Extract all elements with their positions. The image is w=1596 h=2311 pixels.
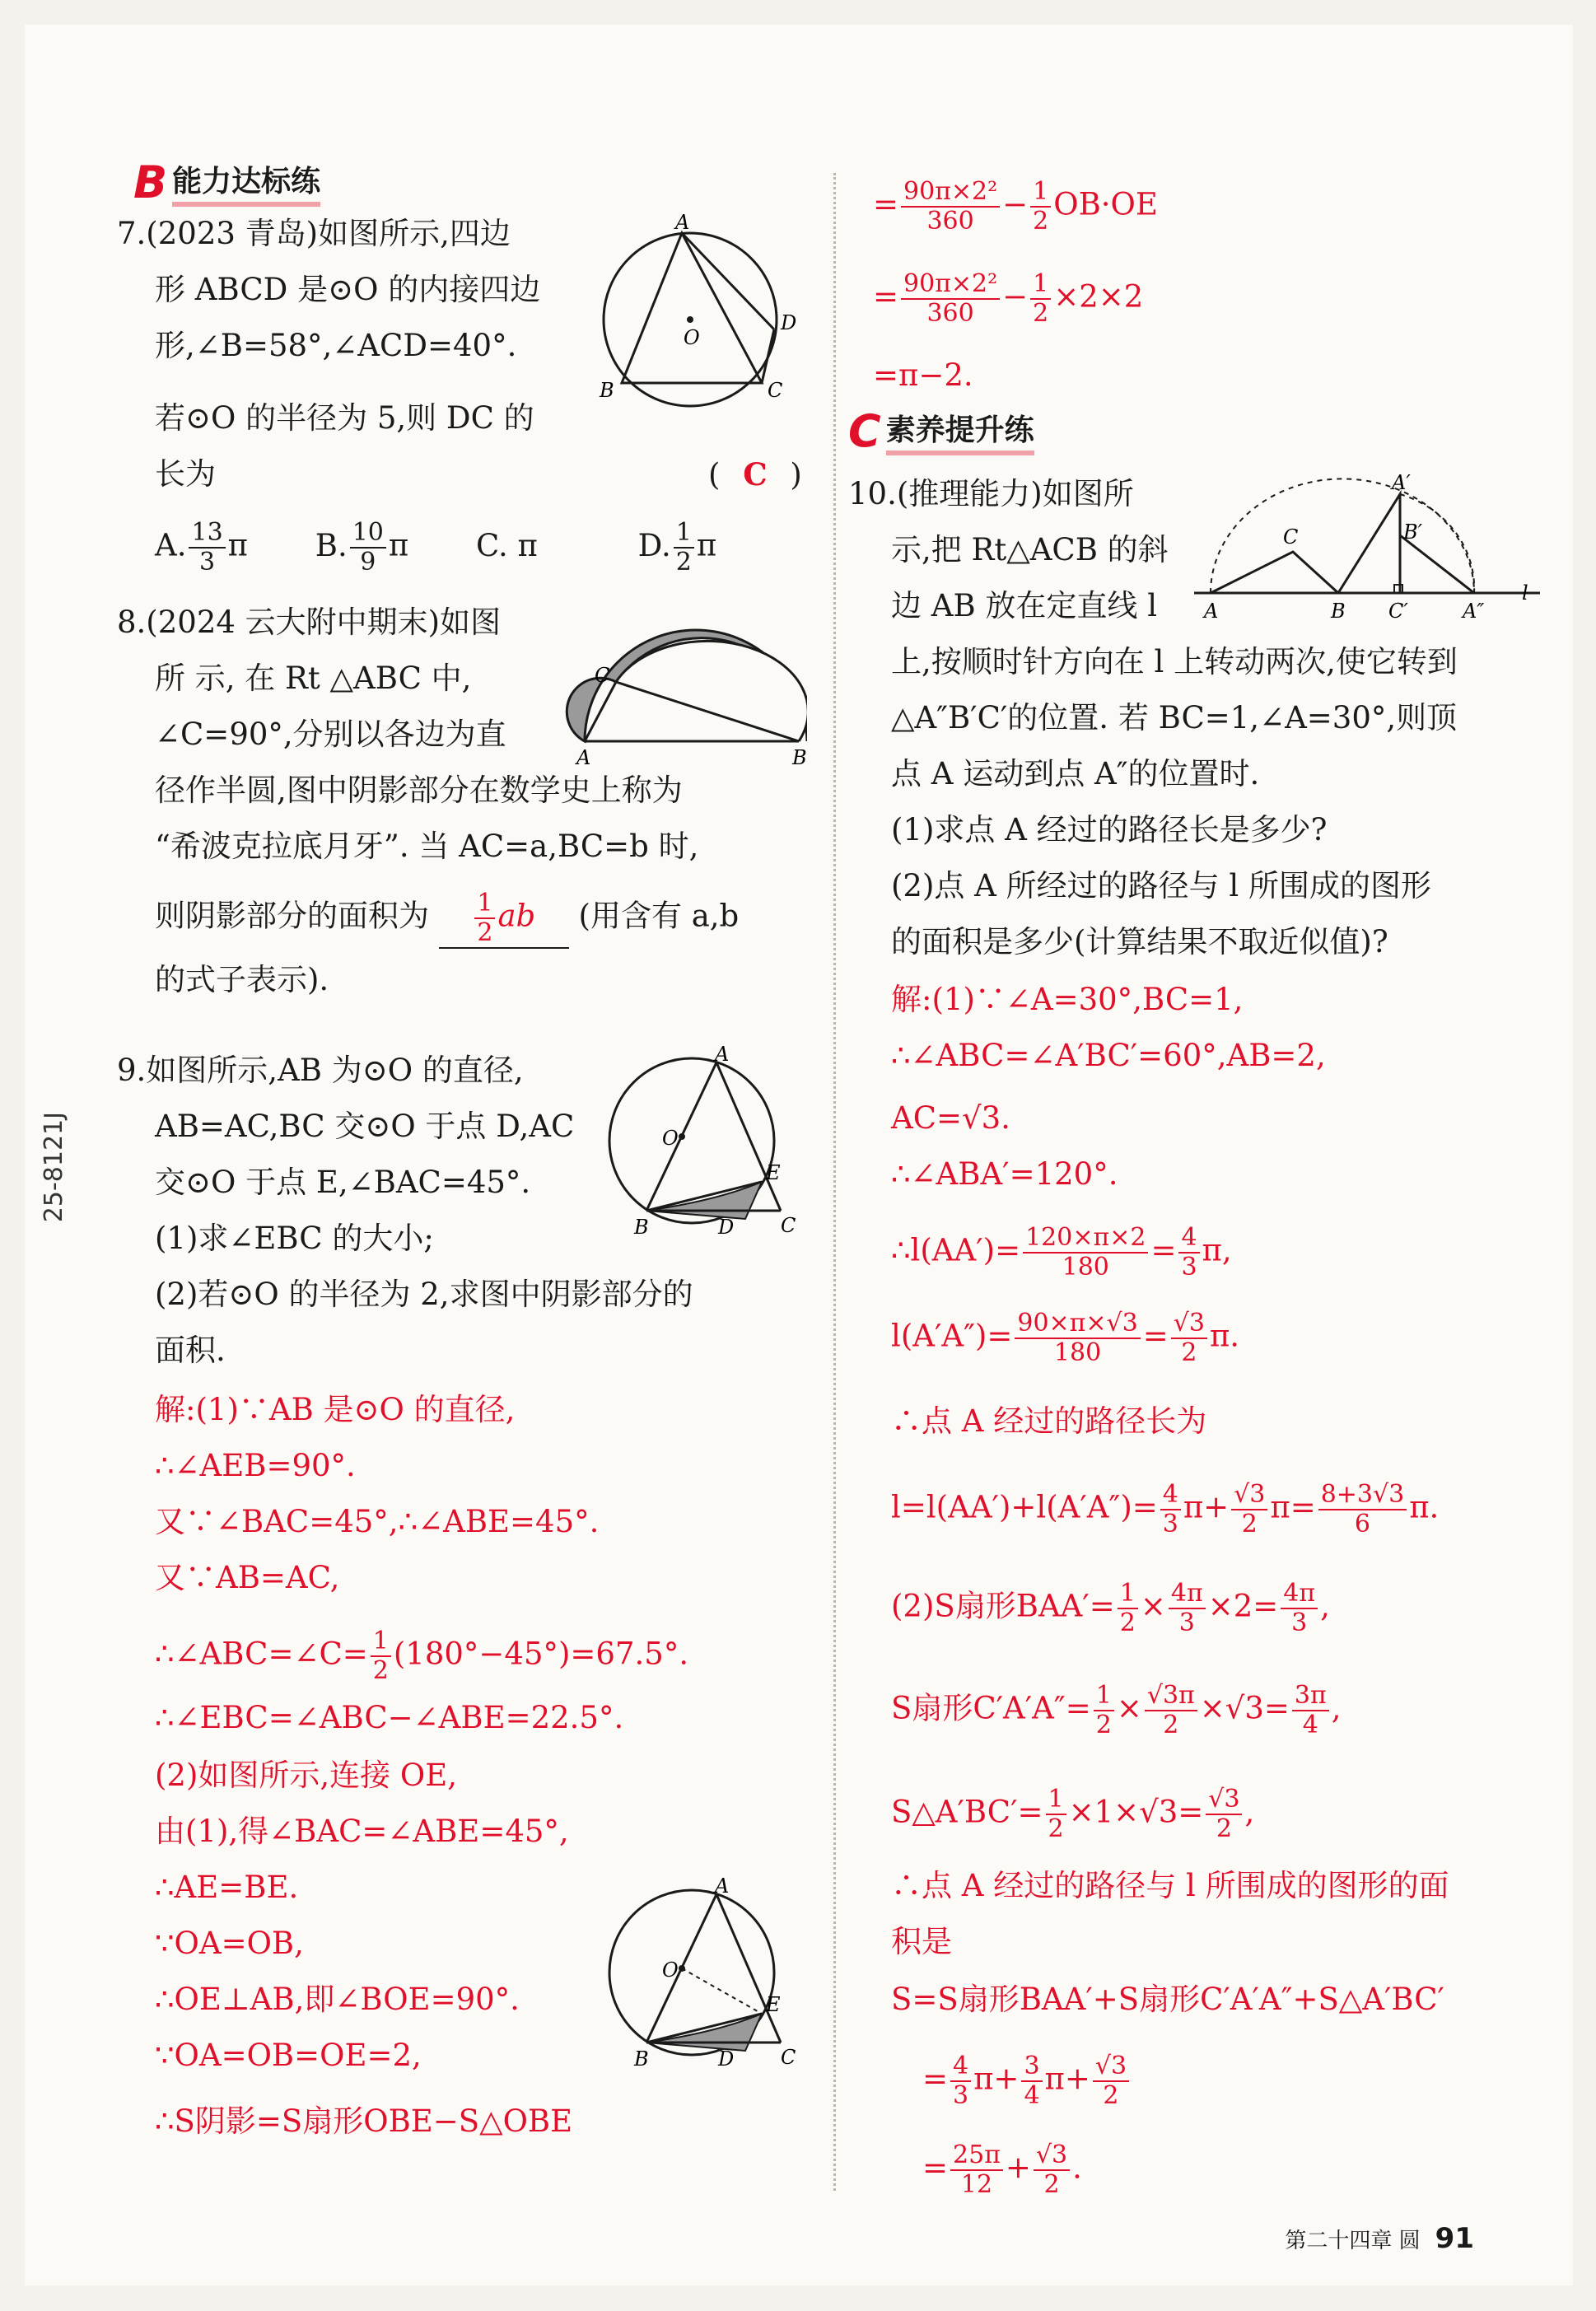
q10-sol-6a: l(A′A″)=: [891, 1318, 1013, 1354]
q7-opt-b: B.: [315, 527, 348, 563]
q9-sol-15-frac1: [901, 270, 1000, 328]
q9-label-d-2: D: [718, 2047, 735, 2071]
frac-den: 4: [1024, 2081, 1040, 2110]
q8-line4: 径作半圆,图中阴影部分在数学史上称为: [155, 773, 683, 808]
section-b-header: [133, 156, 320, 208]
q10-sol-11-frac2: [1206, 1786, 1242, 1843]
q10-sol-16: [922, 2141, 1082, 2199]
q10-sol-11: [891, 1786, 1254, 1843]
frac-den: 2: [1033, 207, 1049, 236]
frac-den: 2: [1216, 1814, 1232, 1843]
q9-sol-15: [873, 270, 1143, 328]
frac-num: √3: [1034, 2141, 1070, 2171]
q10-sol-10-frac2: [1145, 1682, 1197, 1739]
textbook-page: [25, 25, 1573, 2285]
frac-den: 2: [1103, 2081, 1119, 2110]
q10-sol-10b: ×: [1116, 1690, 1142, 1726]
q9-label-c-2: C: [781, 2046, 796, 2069]
q9-figure-2: [585, 1878, 815, 2075]
q10-sol-6-frac1: [1015, 1310, 1140, 1367]
q9-sol-14-frac1: [901, 178, 1000, 236]
q10-sol-15-frac2: [1021, 2052, 1042, 2110]
q10-sol-5-frac2: [1178, 1224, 1199, 1282]
frac-num: √3: [1231, 1481, 1267, 1510]
frac-num: 25π: [950, 2141, 1003, 2171]
q8-line3: ∠C=90°,分别以各边为直: [155, 717, 506, 752]
q10-line3: 边 AB 放在定直线 l: [891, 588, 1158, 623]
q10-sol-16a: =: [922, 2150, 949, 2186]
footer-chapter: 第二十四章 圆: [1285, 2229, 1421, 2253]
q7-line4: 若⊙O 的半径为 5,则 DC 的: [155, 400, 534, 436]
frac-num: 10: [350, 519, 386, 549]
q7-line5: 长为: [155, 456, 216, 492]
q9-sol-5: [155, 1627, 688, 1685]
frac-den: 360: [926, 207, 974, 236]
q9-sol-13: ∴S阴影=S扇形OBE−S△OBE: [155, 2103, 573, 2139]
q10-sol-8-frac3: [1318, 1481, 1407, 1538]
q10-sol-9-frac1: [1118, 1580, 1138, 1637]
q10-line2: 示,把 Rt△ACB 的斜: [891, 532, 1169, 567]
q8-answer-tail: ab: [497, 898, 536, 934]
q7-triangle: [622, 233, 762, 383]
frac-num: 90π×2²: [901, 178, 1000, 208]
q7-edge-cd: [762, 329, 774, 383]
q7-line2: 形 ABCD 是⊙O 的内接四边: [155, 272, 541, 307]
q10-sol-8c: π=: [1270, 1489, 1316, 1525]
column-divider: [833, 173, 836, 2191]
q9-label-a: A: [715, 1046, 730, 1066]
q9-label-b: B: [634, 1216, 649, 1239]
q9-label-e: E: [766, 1161, 781, 1184]
q10-sol-5-frac1: [1023, 1224, 1148, 1282]
q9-sol-14-frac2: [1030, 178, 1051, 236]
q9-sol-3: 又∵∠BAC=45°,∴∠ABE=45°.: [155, 1504, 600, 1539]
q10-sol-8: [891, 1481, 1439, 1538]
q10-sol-9b: ×: [1140, 1588, 1166, 1624]
frac-den: 3: [1178, 1608, 1195, 1637]
q7-opt-c: C. π: [476, 527, 538, 563]
q10-sol-15b: π+: [973, 2061, 1020, 2097]
q8-line1: 8.(2024 云大附中期末)如图: [117, 605, 502, 640]
frac-num: 1: [474, 889, 495, 919]
q10-line4: 上,按顺时针方向在 l 上转动两次,使它转到: [891, 644, 1458, 679]
q10-triangle-acb: [1211, 552, 1338, 593]
q10-sol-10a: S扇形C′A′A″=: [891, 1690, 1091, 1726]
q10-figure: [1194, 461, 1548, 626]
frac-num: √3: [1171, 1310, 1207, 1339]
frac-num: 4: [1178, 1224, 1199, 1254]
q10-sol-9-frac2: [1169, 1580, 1206, 1637]
q7-label-b: B: [600, 379, 614, 402]
frac-den: 2: [675, 548, 692, 577]
q9-line4: (1)求∠EBC 的大小;: [155, 1221, 434, 1256]
q7-options: [155, 519, 716, 577]
q9-label-o-2: O: [662, 1959, 679, 1982]
q10-sol-12: ∴点 A 经过的路径与 l 所围成的图形的面: [891, 1868, 1449, 1903]
q10-sol-16b: +: [1005, 2150, 1031, 2186]
q7-label-d: D: [781, 311, 797, 334]
frac-den: 2: [1095, 1711, 1112, 1739]
q10-sol-16c: .: [1072, 2150, 1082, 2186]
q8-line6-tail: (用含有 a,b: [578, 898, 740, 934]
q7-line3: 形,∠B=58°,∠ACD=40°.: [155, 328, 517, 363]
q10-sol-13: 积是: [891, 1924, 952, 1959]
q7-opt-d-frac: [674, 519, 694, 577]
q7-edge-ad: [682, 233, 774, 329]
q10-sol-5: [891, 1224, 1232, 1282]
q10-sol-6: [891, 1310, 1239, 1367]
frac-den: 3: [199, 548, 216, 577]
q10-label-a: A: [1204, 600, 1219, 623]
q10-label-a1: A′: [1392, 471, 1411, 494]
q7-opt-b-frac: [350, 519, 386, 577]
q10-sol-3: AC=√3.: [891, 1100, 1010, 1136]
q10-label-l: l: [1522, 581, 1528, 605]
frac-num: 90×π×√3: [1015, 1310, 1140, 1339]
q10-label-a2: A″: [1463, 600, 1485, 623]
q9-line5: (2)若⊙O 的半径为 2,求图中阴影部分的: [155, 1277, 693, 1312]
frac-num: 3: [1021, 2052, 1042, 2082]
frac-den: 3: [1181, 1253, 1197, 1282]
q7-opt-a: A.: [155, 527, 187, 563]
frac-num: 8+3√3: [1318, 1481, 1407, 1510]
q7-center-dot: [687, 316, 693, 323]
q8-answer-frac: [474, 889, 495, 947]
q9-sol-2: ∴∠AEB=90°.: [155, 1448, 356, 1483]
q10-sol-10-frac1: [1094, 1682, 1114, 1739]
q10-sol-16-frac1: [950, 2141, 1003, 2199]
q9-sol-16: =π−2.: [873, 357, 973, 393]
q8-answer-blank: [439, 889, 569, 949]
q10-sol-15-frac1: [950, 2052, 971, 2110]
frac-den: 2: [477, 918, 493, 947]
q10-sol-14: S=S扇形BAA′+S扇形C′A′A″+S△A′BC′: [891, 1982, 1444, 2017]
q8-line2: 所 示, 在 Rt △ABC 中,: [155, 661, 472, 696]
q10-sol-10d: ,: [1331, 1690, 1342, 1726]
q10-sol-8-frac2: [1231, 1481, 1267, 1538]
q10-label-b1: B′: [1403, 521, 1423, 544]
page-number: 91: [1435, 2222, 1474, 2255]
section-b-title: 能力达标练: [172, 158, 320, 207]
frac-num: 1: [1030, 270, 1051, 300]
q7-figure: [585, 214, 807, 420]
q10-sol-11a: S△A′BC′=: [891, 1794, 1043, 1830]
section-c-title: 素养提升练: [886, 407, 1034, 455]
q9-sol-15b: −: [1002, 278, 1029, 315]
q7-answer-bracket: [708, 456, 802, 493]
frac-den: 12: [960, 2170, 993, 2199]
q10-sol-9-frac3: [1281, 1580, 1318, 1637]
frac-num: 1: [1046, 1786, 1066, 1815]
q9-center-dot: [679, 1133, 685, 1140]
frac-num: 4π: [1281, 1580, 1318, 1609]
frac-den: 3: [1162, 1510, 1178, 1538]
q9-sol-5a: ∴∠ABC=∠C=: [155, 1636, 368, 1672]
q9-sol-5-frac: [371, 1627, 391, 1685]
q9-sol-15a: =: [873, 278, 899, 315]
q10-sol-9: [891, 1580, 1330, 1637]
q10-line1: 10.(推理能力)如图所: [848, 476, 1134, 511]
section-c-letter: C: [848, 405, 881, 457]
q9-line2: AB=AC,BC 交⊙O 于点 D,AC: [155, 1109, 575, 1144]
q9-sol-14: [873, 178, 1158, 236]
frac-num: 90π×2²: [901, 270, 1000, 300]
q10-sol-10-frac3: [1292, 1682, 1329, 1739]
q9-sol-14b: −: [1002, 186, 1029, 222]
frac-num: 1: [674, 519, 694, 549]
q10-line7: (1)求点 A 经过的路径长是多少?: [891, 812, 1328, 847]
q10-sol-7: ∴点 A 经过的路径长为: [891, 1403, 1207, 1439]
q8-line6: [155, 889, 739, 949]
q7-opt-a-tail: π: [227, 527, 248, 563]
frac-den: 2: [1181, 1338, 1197, 1367]
q10-sol-15-frac3: [1093, 2052, 1129, 2110]
q9-sol-10: ∵OA=OB,: [155, 1926, 304, 1961]
frac-num: 120×π×2: [1023, 1224, 1148, 1254]
q7-answer: C: [743, 456, 768, 493]
q7-answer-close: ): [790, 457, 802, 493]
page-footer: [1285, 2222, 1474, 2255]
q10-line9: 的面积是多少(计算结果不取近似值)?: [891, 924, 1388, 959]
q9-label-c: C: [781, 1214, 796, 1237]
q10-label-b: B: [1331, 600, 1346, 623]
section-c-header: [848, 405, 1034, 457]
frac-den: 2: [1033, 299, 1049, 328]
frac-den: 180: [1062, 1253, 1109, 1282]
q10-sol-8d: π.: [1409, 1489, 1440, 1525]
q9-sol-9: ∴AE=BE.: [155, 1870, 299, 1905]
q10-sol-16-frac2: [1034, 2141, 1070, 2199]
frac-num: 3π: [1292, 1682, 1329, 1711]
q10-sol-11b: ×1×√3=: [1068, 1794, 1204, 1830]
q10-sol-11c: ,: [1244, 1794, 1255, 1830]
q10-sol-10: [891, 1682, 1341, 1739]
q9-sol-6: ∴∠EBC=∠ABC−∠ABE=22.5°.: [155, 1700, 624, 1735]
q9-sol-5b: (180°−45°)=67.5°.: [393, 1636, 689, 1672]
q8-line6-text: 则阴影部分的面积为: [155, 898, 429, 934]
q10-sol-5a: ∴l(AA′)=: [891, 1232, 1021, 1268]
q10-sol-1: 解:(1)∵∠A=30°,BC=1,: [891, 982, 1244, 1017]
q10-sol-4: ∴∠ABA′=120°.: [891, 1156, 1118, 1192]
q10-triangle-a1bc1: [1338, 494, 1400, 593]
q10-sol-15c: π+: [1044, 2061, 1090, 2097]
q7-answer-open: (: [708, 457, 721, 493]
frac-den: 2: [1119, 1608, 1136, 1637]
frac-num: 4: [1160, 1481, 1181, 1510]
q7-opt-d: D.: [637, 527, 671, 563]
q9-line3: 交⊙O 于点 E,∠BAC=45°.: [155, 1165, 531, 1200]
q9-line1: 9.如图所示,AB 为⊙O 的直径,: [117, 1053, 524, 1088]
q9-sol-15-frac2: [1030, 270, 1051, 328]
q10-sol-9c: ×2=: [1207, 1588, 1279, 1624]
q9-label-e-2: E: [766, 1993, 781, 2016]
q7-label-o: O: [684, 326, 700, 349]
q9-sol-15c: ×2×2: [1053, 278, 1144, 315]
q8-figure: [552, 601, 807, 766]
q10-sol-6c: π.: [1209, 1318, 1240, 1354]
q9-sol-14a: =: [873, 186, 899, 222]
q7-opt-a-frac: [189, 519, 225, 577]
q8-label-a: A: [576, 746, 591, 766]
frac-num: 1: [1030, 178, 1051, 208]
frac-den: 6: [1354, 1510, 1370, 1538]
q10-sol-15: [922, 2052, 1132, 2110]
q10-sol-9a: (2)S扇形BAA′=: [891, 1588, 1115, 1624]
q10-sol-9d: ,: [1320, 1588, 1330, 1624]
frac-den: 3: [1291, 1608, 1308, 1637]
q7-line1: 7.(2023 青岛)如图所示,四边: [117, 216, 511, 251]
frac-den: 4: [1302, 1711, 1318, 1739]
frac-num: √3: [1093, 2052, 1129, 2082]
q10-sol-6b: =: [1142, 1318, 1169, 1354]
q8-line5: “希波克拉底月牙”. 当 AC=a,BC=b 时,: [155, 829, 699, 864]
q9-sol-12: ∵OA=OB=OE=2,: [155, 2038, 422, 2073]
q10-sol-6-frac2: [1171, 1310, 1207, 1367]
q10-sol-15a: =: [922, 2061, 949, 2097]
q9-sol-8: 由(1),得∠BAC=∠ABE=45°,: [155, 1814, 569, 1849]
q10-sol-8-frac1: [1160, 1481, 1181, 1538]
q8-label-b: B: [792, 746, 807, 766]
q10-sol-11-frac1: [1046, 1786, 1066, 1843]
q10-line5: △A″B′C′的位置. 若 BC=1,∠A=30°,则顶: [891, 700, 1458, 735]
frac-den: 180: [1053, 1338, 1102, 1367]
q7-label-c: C: [768, 379, 783, 402]
q9-label-d: D: [718, 1216, 735, 1239]
frac-num: √3: [1206, 1786, 1242, 1815]
frac-num: 4π: [1169, 1580, 1206, 1609]
frac-num: 4: [950, 2052, 971, 2082]
section-b-letter: B: [133, 156, 168, 208]
q9-sol-7: (2)如图所示,连接 OE,: [155, 1758, 458, 1793]
frac-num: √3π: [1145, 1682, 1197, 1711]
q7-opt-d-tail: π: [696, 527, 717, 563]
q7-label-a: A: [675, 214, 690, 234]
frac-den: 3: [953, 2081, 969, 2110]
frac-den: 2: [372, 1656, 389, 1685]
q7-opt-b-tail: π: [388, 527, 409, 563]
q10-sol-8b: π+: [1183, 1489, 1230, 1525]
q10-sol-2: ∴∠ABC=∠A′BC′=60°,AB=2,: [891, 1038, 1326, 1073]
q10-sol-10c: ×√3=: [1199, 1690, 1290, 1726]
frac-den: 2: [1048, 1814, 1064, 1843]
q10-line6: 点 A 运动到点 A″的位置时.: [891, 756, 1260, 791]
frac-den: 2: [1163, 1711, 1179, 1739]
q9-oe-dashed: [682, 1968, 762, 2014]
frac-den: 2: [1043, 2170, 1060, 2199]
q10-line8: (2)点 A 所经过的路径与 l 所围成的图形: [891, 868, 1432, 903]
q9-center-dot-2: [679, 1965, 685, 1972]
frac-num: 13: [189, 519, 225, 549]
q9-label-a-2: A: [715, 1878, 730, 1898]
q9-sol-4: 又∵AB=AC,: [155, 1560, 340, 1595]
q9-label-b-2: B: [634, 2047, 649, 2071]
frac-num: 1: [1094, 1682, 1114, 1711]
q10-sol-8a: l=l(AA′)+l(A′A″)=: [891, 1489, 1158, 1525]
q10-sol-5c: π,: [1202, 1232, 1232, 1268]
q10-label-c1: C′: [1388, 600, 1408, 623]
q9-figure: [585, 1046, 815, 1244]
q8-label-c: C: [595, 664, 610, 687]
q8-line7: 的式子表示).: [155, 962, 329, 997]
frac-den: 9: [360, 548, 376, 577]
frac-num: 1: [371, 1627, 391, 1657]
q10-arc-1: [1211, 479, 1474, 593]
q9-sol-11: ∴OE⊥AB,即∠BOE=90°.: [155, 1982, 520, 2017]
frac-num: 1: [1118, 1580, 1138, 1609]
side-code: 25-8121J: [40, 1112, 68, 1223]
q9-line6: 面积.: [155, 1333, 226, 1368]
q9-sol-14c: OB·OE: [1053, 186, 1158, 222]
frac-den: 360: [926, 299, 974, 328]
frac-den: 2: [1241, 1510, 1258, 1538]
q10-label-c: C: [1283, 525, 1299, 549]
q9-label-o: O: [662, 1127, 679, 1150]
q10-sol-5b: =: [1150, 1232, 1177, 1268]
q9-sol-1: 解:(1)∵AB 是⊙O 的直径,: [155, 1392, 516, 1427]
